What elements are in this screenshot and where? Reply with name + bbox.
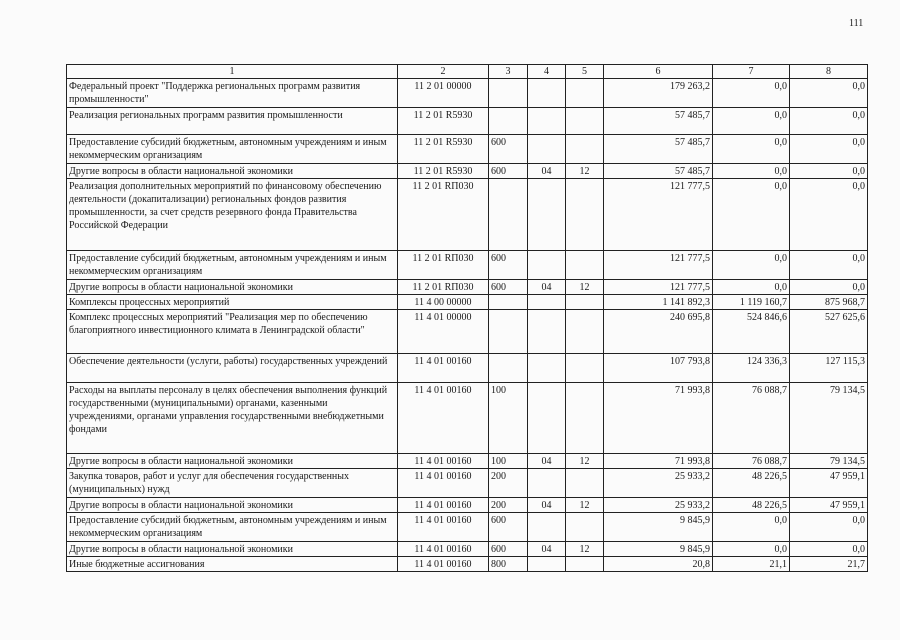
- row-value-6: 179 263,2: [604, 79, 713, 108]
- row-pr: [566, 513, 604, 542]
- table-row: [67, 542, 868, 557]
- header-cell: 2: [398, 65, 489, 79]
- row-code: 11 4 01 00160: [398, 354, 489, 383]
- row-name: Иные бюджетные ассигнования: [67, 557, 398, 572]
- row-value-7: 124 336,3: [713, 354, 790, 383]
- table-row: [67, 79, 868, 108]
- row-value-7: 0,0: [713, 542, 790, 557]
- row-value-6: 57 485,7: [604, 108, 713, 135]
- row-pr: 12: [566, 542, 604, 557]
- row-value-8: 0,0: [790, 251, 868, 280]
- row-value-7: 0,0: [713, 135, 790, 164]
- row-code: 11 2 01 00000: [398, 79, 489, 108]
- row-rz: [528, 179, 566, 251]
- row-value-8: 0,0: [790, 179, 868, 251]
- row-value-8: 47 959,1: [790, 469, 868, 498]
- row-rz: [528, 469, 566, 498]
- row-pr: 12: [566, 498, 604, 513]
- row-name: Другие вопросы в области национальной экономики: [67, 164, 398, 179]
- row-vr: 600: [489, 513, 528, 542]
- row-code: 11 4 01 00160: [398, 498, 489, 513]
- page-number: 111: [849, 18, 864, 29]
- row-rz: 04: [528, 164, 566, 179]
- row-code: 11 2 01 R5930: [398, 135, 489, 164]
- row-name: Федеральный проект "Поддержка региональных программ развития промышленности": [67, 79, 398, 108]
- row-code: 11 4 01 00160: [398, 469, 489, 498]
- row-pr: [566, 310, 604, 354]
- table-row: [67, 354, 868, 383]
- header-cell: 7: [713, 65, 790, 79]
- row-value-8: 0,0: [790, 108, 868, 135]
- row-pr: [566, 383, 604, 454]
- row-pr: 12: [566, 164, 604, 179]
- row-name: Реализация дополнительных мероприятий по финансовому обеспечению деятельности (докапитализации) региональных фондов развития промышленности, за счет средств резервного фонда Правительства Российской Федерации: [67, 179, 398, 251]
- row-value-8: 127 115,3: [790, 354, 868, 383]
- row-name: Предоставление субсидий бюджетным, автономным учреждениям и иным некоммерческим организациям: [67, 513, 398, 542]
- row-code: 11 4 01 00160: [398, 454, 489, 469]
- row-vr: 600: [489, 164, 528, 179]
- row-value-6: 1 141 892,3: [604, 295, 713, 310]
- row-pr: [566, 354, 604, 383]
- table-row: [67, 513, 868, 542]
- row-value-6: 9 845,9: [604, 542, 713, 557]
- row-pr: [566, 79, 604, 108]
- row-name: Другие вопросы в области национальной экономики: [67, 498, 398, 513]
- row-vr: 600: [489, 135, 528, 164]
- row-value-6: 25 933,2: [604, 498, 713, 513]
- row-vr: 100: [489, 383, 528, 454]
- row-rz: [528, 79, 566, 108]
- row-vr: [489, 295, 528, 310]
- row-value-6: 25 933,2: [604, 469, 713, 498]
- row-value-7: 0,0: [713, 108, 790, 135]
- row-code: 11 4 01 00000: [398, 310, 489, 354]
- row-value-8: 0,0: [790, 280, 868, 295]
- row-value-7: 0,0: [713, 513, 790, 542]
- row-value-6: 121 777,5: [604, 179, 713, 251]
- row-code: 11 2 01 RП030: [398, 179, 489, 251]
- table-row: [67, 135, 868, 164]
- row-value-6: 107 793,8: [604, 354, 713, 383]
- row-rz: [528, 310, 566, 354]
- row-name: Другие вопросы в области национальной экономики: [67, 280, 398, 295]
- row-code: 11 4 01 00160: [398, 383, 489, 454]
- row-value-7: 48 226,5: [713, 469, 790, 498]
- row-value-8: 0,0: [790, 513, 868, 542]
- row-value-8: 21,7: [790, 557, 868, 572]
- row-value-6: 9 845,9: [604, 513, 713, 542]
- row-vr: 800: [489, 557, 528, 572]
- row-value-7: 524 846,6: [713, 310, 790, 354]
- row-code: 11 2 01 R5930: [398, 108, 489, 135]
- table-row: [67, 454, 868, 469]
- row-rz: [528, 135, 566, 164]
- row-vr: [489, 354, 528, 383]
- row-value-7: 0,0: [713, 280, 790, 295]
- row-value-7: 0,0: [713, 164, 790, 179]
- row-pr: [566, 295, 604, 310]
- row-value-7: 0,0: [713, 179, 790, 251]
- row-value-6: 57 485,7: [604, 164, 713, 179]
- row-value-8: 47 959,1: [790, 498, 868, 513]
- row-rz: [528, 513, 566, 542]
- row-name: Обеспечение деятельности (услуги, работы) государственных учреждений: [67, 354, 398, 383]
- row-vr: 600: [489, 251, 528, 280]
- table-row: [67, 280, 868, 295]
- row-rz: 04: [528, 498, 566, 513]
- header-cell: 4: [528, 65, 566, 79]
- row-value-7: 1 119 160,7: [713, 295, 790, 310]
- row-name: Реализация региональных программ развития промышленности: [67, 108, 398, 135]
- row-value-6: 240 695,8: [604, 310, 713, 354]
- table-row: [67, 469, 868, 498]
- row-vr: 100: [489, 454, 528, 469]
- row-value-8: 0,0: [790, 79, 868, 108]
- header-cell: 5: [566, 65, 604, 79]
- row-code: 11 4 01 00160: [398, 513, 489, 542]
- row-value-8: 527 625,6: [790, 310, 868, 354]
- header-cell: 3: [489, 65, 528, 79]
- row-value-7: 0,0: [713, 251, 790, 280]
- row-code: 11 4 01 00160: [398, 542, 489, 557]
- row-value-7: 76 088,7: [713, 454, 790, 469]
- row-rz: 04: [528, 454, 566, 469]
- row-rz: [528, 557, 566, 572]
- row-pr: [566, 179, 604, 251]
- row-pr: 12: [566, 454, 604, 469]
- row-code: 11 2 01 RП030: [398, 280, 489, 295]
- row-value-7: 76 088,7: [713, 383, 790, 454]
- row-value-7: 0,0: [713, 79, 790, 108]
- row-vr: [489, 79, 528, 108]
- row-vr: 200: [489, 469, 528, 498]
- row-pr: [566, 469, 604, 498]
- row-name: Комплексы процессных мероприятий: [67, 295, 398, 310]
- row-value-6: 20,8: [604, 557, 713, 572]
- row-value-8: 79 134,5: [790, 454, 868, 469]
- row-rz: [528, 295, 566, 310]
- table-row: [67, 295, 868, 310]
- row-name: Комплекс процессных мероприятий "Реализация мер по обеспечению благоприятного инвестиционного климата в Ленинградской области": [67, 310, 398, 354]
- row-name: Предоставление субсидий бюджетным, автономным учреждениям и иным некоммерческим организациям: [67, 135, 398, 164]
- row-code: 11 2 01 R5930: [398, 164, 489, 179]
- row-rz: 04: [528, 542, 566, 557]
- table-row: [67, 557, 868, 572]
- row-vr: [489, 108, 528, 135]
- row-pr: [566, 108, 604, 135]
- budget-table: [66, 64, 868, 572]
- row-value-8: 0,0: [790, 542, 868, 557]
- row-value-6: 71 993,8: [604, 454, 713, 469]
- row-name: Закупка товаров, работ и услуг для обеспечения государственных (муниципальных) нужд: [67, 469, 398, 498]
- row-rz: [528, 383, 566, 454]
- row-value-8: 0,0: [790, 135, 868, 164]
- row-name: Другие вопросы в области национальной экономики: [67, 542, 398, 557]
- table-row: [67, 164, 868, 179]
- table-row: [67, 179, 868, 251]
- row-value-6: 121 777,5: [604, 280, 713, 295]
- row-vr: 600: [489, 542, 528, 557]
- row-value-7: 21,1: [713, 557, 790, 572]
- row-code: 11 4 01 00160: [398, 557, 489, 572]
- header-cell: 6: [604, 65, 713, 79]
- row-vr: 200: [489, 498, 528, 513]
- row-pr: [566, 251, 604, 280]
- row-rz: [528, 354, 566, 383]
- row-value-8: 0,0: [790, 164, 868, 179]
- header-cell: 1: [67, 65, 398, 79]
- row-name: Другие вопросы в области национальной экономики: [67, 454, 398, 469]
- row-value-7: 48 226,5: [713, 498, 790, 513]
- row-rz: 04: [528, 280, 566, 295]
- table-row: [67, 498, 868, 513]
- row-value-6: 71 993,8: [604, 383, 713, 454]
- table-row: [67, 108, 868, 135]
- row-value-6: 57 485,7: [604, 135, 713, 164]
- table-row: [67, 251, 868, 280]
- row-vr: 600: [489, 280, 528, 295]
- header-cell: 8: [790, 65, 868, 79]
- row-value-8: 79 134,5: [790, 383, 868, 454]
- row-vr: [489, 179, 528, 251]
- row-code: 11 4 00 00000: [398, 295, 489, 310]
- table-row: [67, 310, 868, 354]
- row-value-6: 121 777,5: [604, 251, 713, 280]
- row-name: Расходы на выплаты персоналу в целях обеспечения выполнения функций государственными (муниципальными) органами, казенными учреждениями, органами управления государственными внебюджетными фондами: [67, 383, 398, 454]
- row-vr: [489, 310, 528, 354]
- row-rz: [528, 251, 566, 280]
- row-pr: [566, 557, 604, 572]
- row-pr: [566, 135, 604, 164]
- row-pr: 12: [566, 280, 604, 295]
- table-row: [67, 383, 868, 454]
- row-rz: [528, 108, 566, 135]
- row-code: 11 2 01 RП030: [398, 251, 489, 280]
- row-value-8: 875 968,7: [790, 295, 868, 310]
- table-header-row: [67, 65, 868, 79]
- row-name: Предоставление субсидий бюджетным, автономным учреждениям и иным некоммерческим организациям: [67, 251, 398, 280]
